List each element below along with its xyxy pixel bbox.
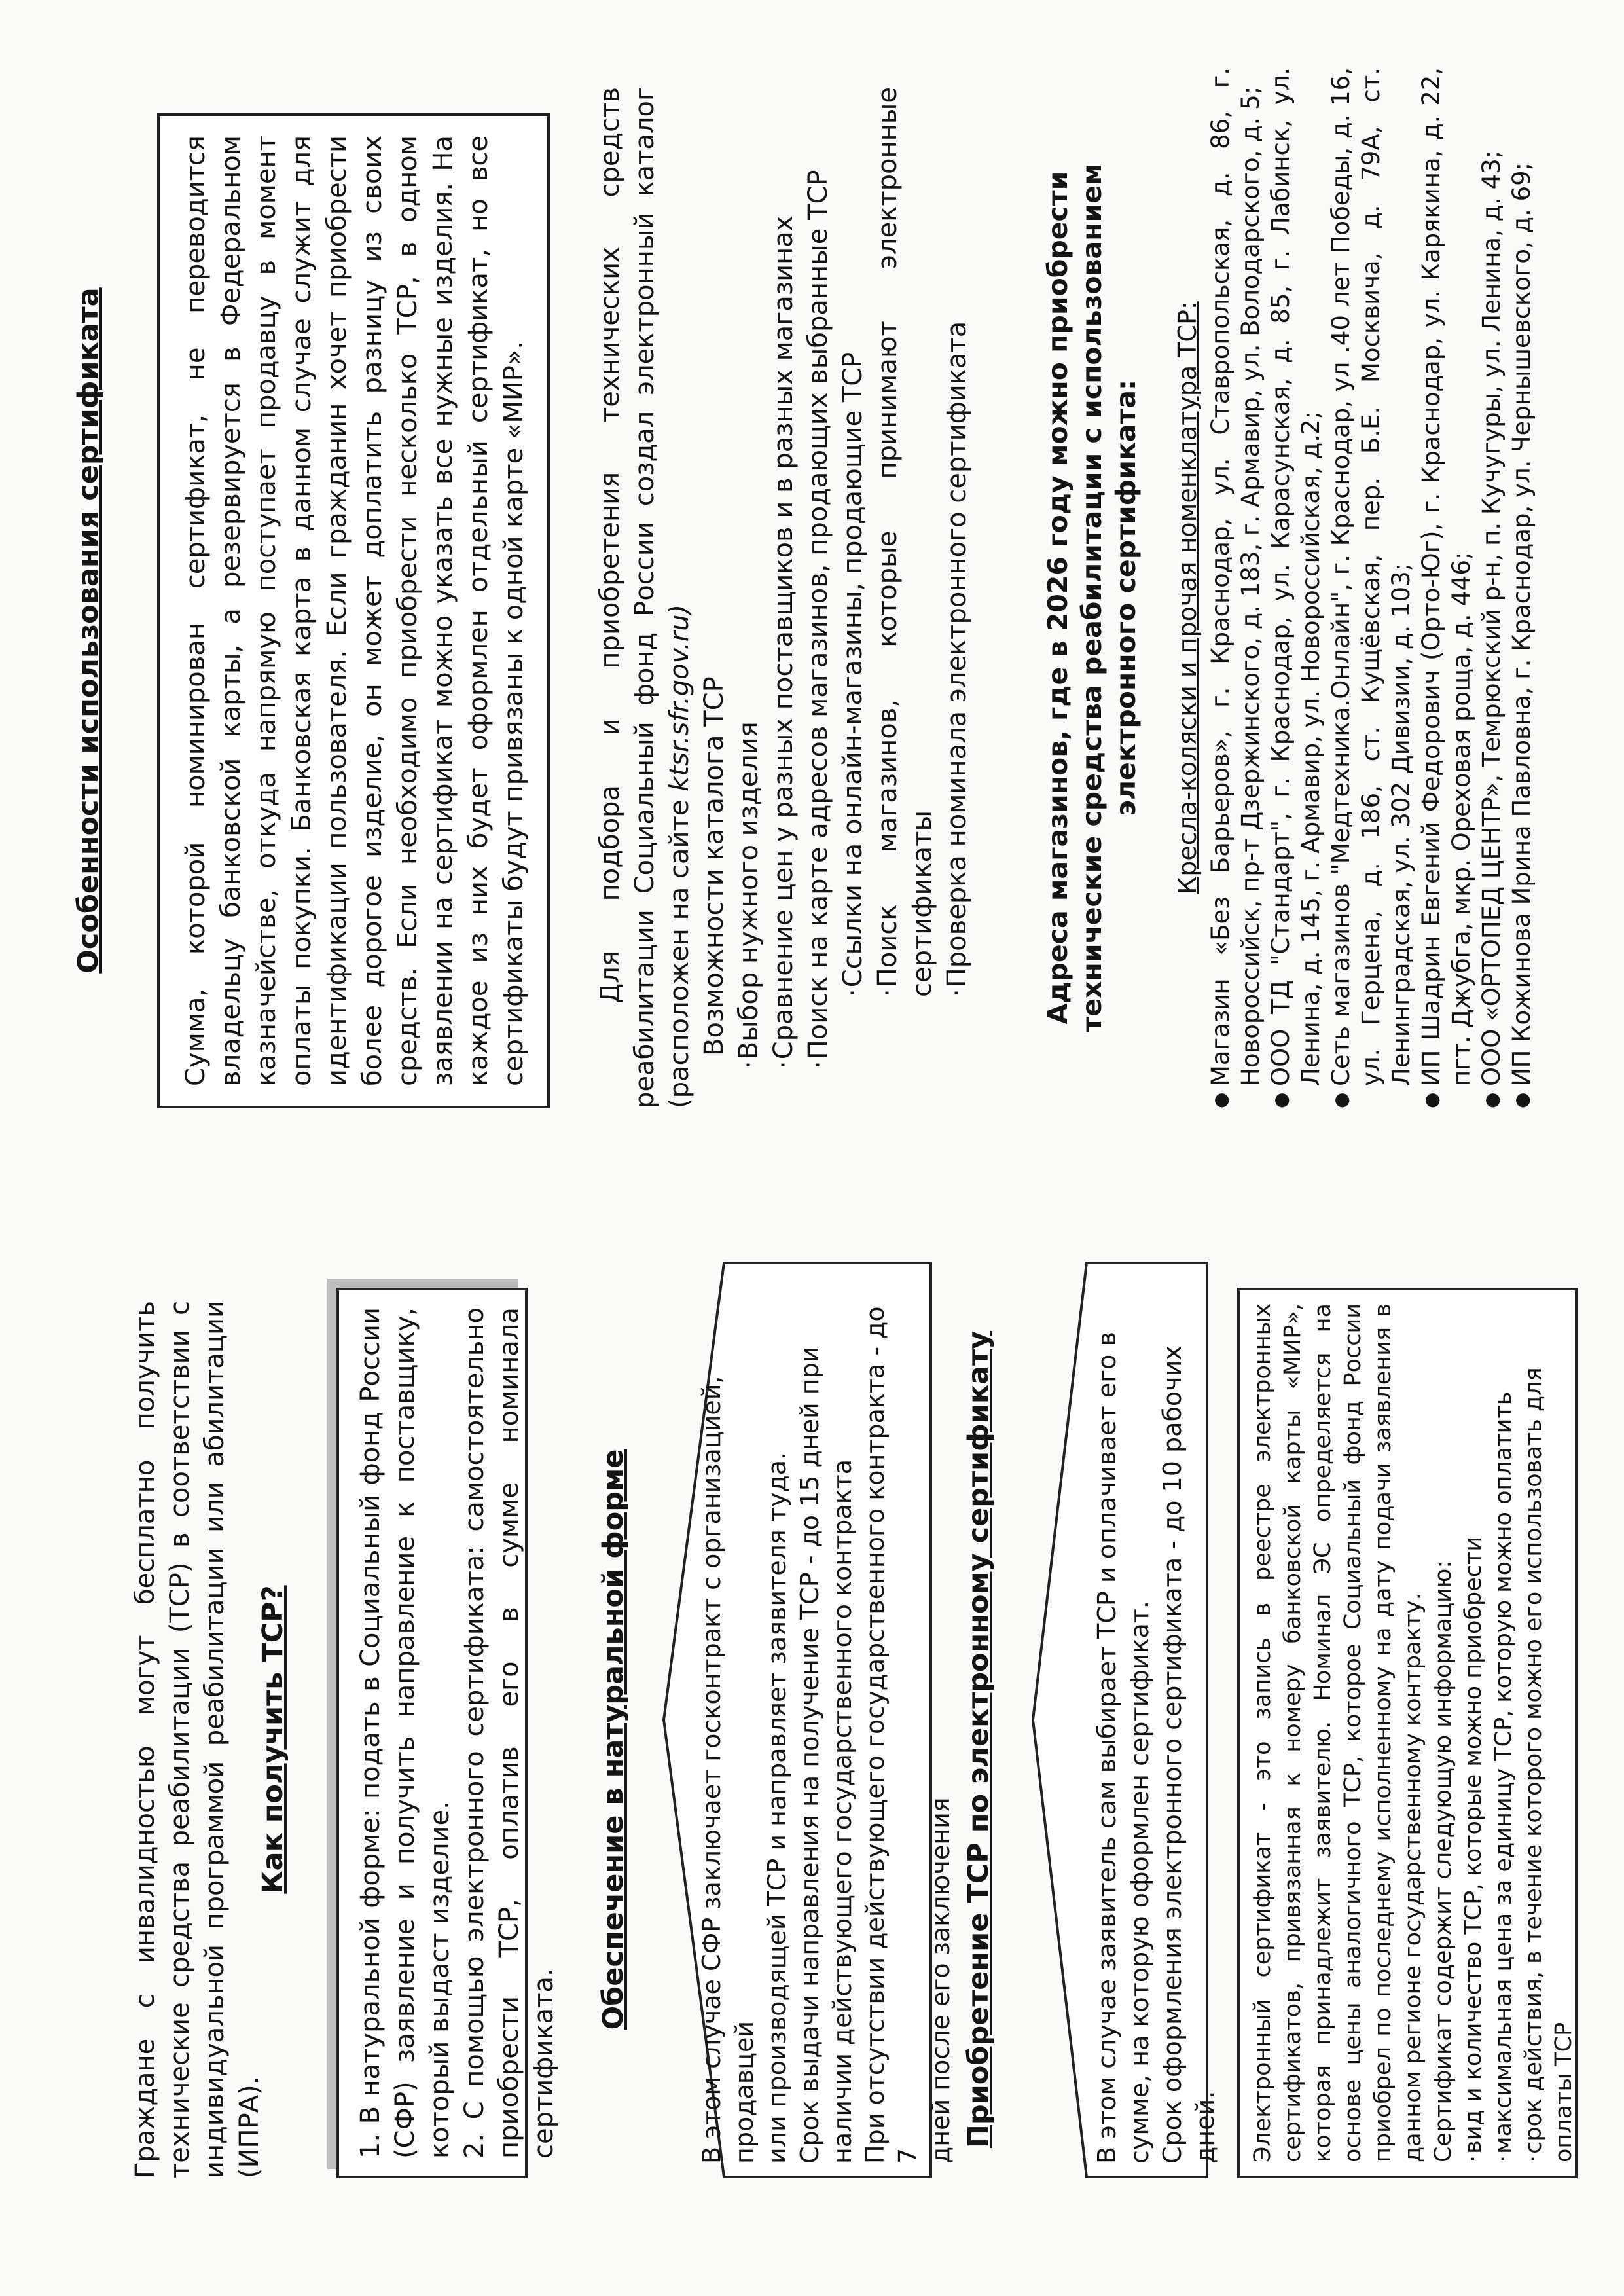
catalog-cap-item: · Ссылки на онлайн-магазины, продающие ТСР (836, 87, 871, 1108)
certificate-definition: Электронный сертификат - это запись в реестре электронных сертификатов, привязанная к номеру банковской карты «МИР», которая принадлежит заявителю. Номинал ЭС определяется на основе цены аналогичного ТСР, которое Социальный фонд России приобрел по последнему исполненному на дату подачи заявления в данном регионе государственному контракту. (1250, 1303, 1426, 2162)
certificate-info-item: · срок действия, в течение которого можно его использовать для оплаты ТСР (1519, 1303, 1579, 2162)
certificate-box (1237, 1288, 1578, 2178)
catalog-cap-item: · Сравнение цен у разных поставщиков и в разных магазинах (767, 87, 801, 1108)
left-column (0, 1148, 1624, 2296)
natural-line-3: или производящей ТСР и направляет заявителя туда. (763, 1451, 791, 2164)
shop-item: ● Сеть магазинов "Медтехника.Онлайн", г. Краснодар, ул .40 лет Победы, д. 16, ул. Герцена, д. 186, ст. Кущёвская, пер. Б.Е. Москвича, д. 79А, ст. Ленинградская, ул. 302 Дивизии, д. 103; (1326, 67, 1416, 1108)
catalog-caps-title: Возможности каталога ТСР (699, 676, 729, 1056)
features-text: Сумма, которой номинирован сертификат, не переводится владельцу банковской карты, а резервируется в Федеральном казначействе, откуда напрямую поступает продавцу в момент оплаты покупки. Банковская карта в данном случае служит для идентификации пользователя. Если гражданин хочет приобрести более дорогое изделие, он может доплатить разницу из своих средств. Если необходимо приобрести несколько ТСР, в одном заявлении на сертификат можно указать все нужные изделия. На каждое из них будет оформлен отдельный сертификат, но все сертификаты будут привязаны к одной карте «МИР». (181, 136, 529, 1086)
catalog-cap-item: · Выбор нужного изделия (732, 87, 767, 1108)
shop-item: ● ООО ТД "Стандарт", г. Краснодар, ул. Карасунская, д. 85, г. Лабинск, ул. Ленина, д. 145, г. Армавир, ул. Новороссийская, д.2; (1266, 67, 1326, 1108)
shop-item: ● ИП Кожинова Ирина Павловна, г. Краснодар, ул. Чернышевского, д. 69; (1507, 67, 1537, 1108)
how-title: Как получить ТСР? (257, 1585, 289, 1894)
shops-list (1206, 67, 1537, 1108)
natural-line-7: дней после его заключения (926, 1797, 955, 2164)
purchase-title: Приобретение ТСР по электронному сертификату (962, 1330, 995, 2149)
certificate-contains: Сертификат содержит следующую информацию: (1430, 1560, 1456, 2162)
shop-item: ● ИП Шадрин Евгений Федорович (Орто-Юг), г. Краснодар, ул. Карякина, д. 22, пгт. Джубга, мкр. Ореховая роща, д. 446; (1416, 67, 1477, 1108)
certificate-info-item: · вид и количество ТСР, которые можно приобрести (1458, 1303, 1489, 2162)
catalog-intro (593, 87, 697, 1108)
purchase-text (1091, 1286, 1219, 2164)
natural-line-6: При отсутствии действующего государственного контракта - до 7 (861, 1306, 922, 2164)
natural-line-4: Срок выдачи направления на получение ТСР - до 15 дней при (795, 1346, 824, 2164)
features-title: Особенности использования сертификата (72, 287, 105, 974)
shops-title: Адреса магазинов, где в 2026 году можно приобрести технические средства реабилитации с использованием электронного сертификата: (1042, 163, 1142, 1032)
natural-text (691, 1286, 955, 2164)
catalog-cap-item: · Поиск на карте адресов магазинов, продающих выбранные ТСР (801, 87, 836, 1108)
how-item-certificate: 2. С помощью электронного сертификата: самостоятельно приобрести ТСР, оплатив его в сумме номинала сертификата. (460, 1307, 559, 2159)
catalog-caps-list (732, 87, 975, 1108)
natural-line-5: наличии действующего государственного контракта (828, 1459, 857, 2164)
purchase-pentagon (1032, 1262, 1219, 2178)
intro-text: Граждане с инвалидностью могут бесплатно получить технические средства реабилитации (ТСР) в соответствии с индивидуальной программой реабилитации или абилитации (ИПРА). (130, 1301, 264, 2178)
certificate-info-list (1458, 1303, 1579, 2162)
catalog-site-link[interactable]: ktsr.sfr.gov.ru) (664, 604, 695, 792)
catalog-cap-item: · Проверка номинала электронного сертификата (940, 87, 975, 1108)
purchase-line-2: сумме, на которую оформлен сертификат. (1125, 1601, 1154, 2164)
shops-subtitle: Кресла-коляски и прочая номенклатура ТСР: (1173, 301, 1202, 894)
catalog-cap-item: · Поиск магазинов, которые принимают электронные сертификаты (871, 87, 940, 1108)
shop-item: ● Магазин «Без Барьеров», г. Краснодар, ул. Ставропольская, д. 86, г. Новороссийск, пр-т Дзержинского, д. 183, г. Армавир, ул. Володарского, д. 5; (1206, 67, 1266, 1108)
shop-item: ● ООО «ОРТОПЕД ЦЕНТР», Темрюкский р-н, п. Кучугуры, ул. Ленина, д. 43; (1477, 67, 1507, 1108)
purchase-line-1: В этом случае заявитель сам выбирает ТСР и оплачивает его в (1092, 1332, 1121, 2164)
natural-title: Обеспечение в натуральной форме (597, 1449, 630, 2030)
purchase-line-3: Срок оформления электронного сертификата - до 10 рабочих дней. (1158, 1345, 1219, 2164)
how-box (336, 1288, 559, 2178)
certificate-info-item: · максимальная цена за единицу ТСР, которую можно оплатить (1489, 1303, 1519, 2162)
how-item-natural: 1. В натуральной форме: подать в Социальный фонд России (СФР) заявление и получить направление к поставщику, который выдаст изделие. (355, 1307, 455, 2159)
natural-pentagon (662, 1262, 955, 2178)
catalog-intro-text: Для подбора и приобретения технических средств реабилитации Социальный фонд России создал электронный каталог (расположен на сайте (595, 87, 695, 1108)
features-box (157, 113, 550, 1108)
natural-line-1: В этом случае СФР заключает госконтракт с организацией, (697, 1376, 726, 2164)
catalog-section (593, 87, 975, 1108)
natural-line-2: продавцей (730, 2020, 759, 2164)
